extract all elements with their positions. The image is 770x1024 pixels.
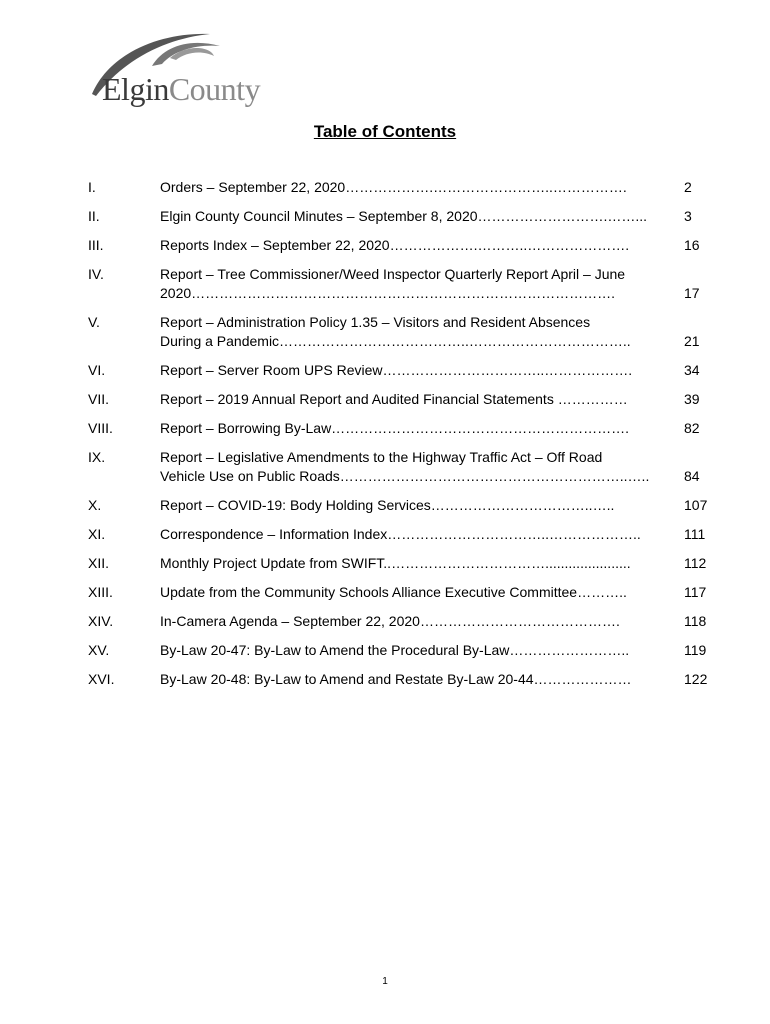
toc-entry [88, 496, 718, 515]
toc-entry [88, 178, 718, 197]
toc-entry-page: 16 [684, 237, 700, 253]
toc-entry [88, 612, 718, 631]
toc-entry-title: Reports Index – September 22, 2020……………….………..…………………. [160, 237, 630, 253]
toc-entry [88, 525, 718, 544]
toc-entry-title: Report – COVID-19: Body Holding Services……………………………..….. [160, 497, 615, 513]
toc-entry-number: XV. [88, 642, 110, 658]
logo-wordmark [102, 71, 260, 107]
toc-entry [88, 236, 718, 255]
toc-entry-title: Report – Borrowing By-Law………………………………………………………. [160, 420, 630, 436]
toc-entry-title: Report – Server Room UPS Review……………………………..………………. [160, 362, 633, 378]
toc-entry [88, 207, 718, 226]
toc-entry-number: XIV. [88, 613, 114, 629]
toc-entry-number: X. [88, 497, 102, 513]
toc-entry [88, 390, 718, 409]
toc-entry-page: 122 [684, 671, 708, 687]
toc-entry-number: VIII. [88, 420, 113, 436]
toc-entry [88, 313, 718, 351]
toc-entry-number: IV. [88, 266, 104, 282]
toc-entry-page: 3 [684, 208, 692, 224]
toc-entry [88, 641, 718, 660]
toc-entry [88, 265, 718, 303]
toc-entry [88, 554, 718, 573]
toc-entry-number: I. [88, 179, 96, 195]
toc-entry-number: III. [88, 237, 104, 253]
toc-entry-title: By-Law 20-47: By-Law to Amend the Procedural By-Law…………………….. [160, 642, 630, 658]
toc-entry-page: 111 [684, 526, 706, 542]
toc-entry [88, 448, 718, 486]
toc-entry [88, 583, 718, 602]
toc-entry-title: Update from the Community Schools Alliance Executive Committee……….. [160, 584, 627, 600]
toc-entry-number: II. [88, 208, 100, 224]
toc-entry-number: VI. [88, 362, 106, 378]
toc-entry-page: 2 [684, 179, 692, 195]
toc-entry-page: 34 [684, 362, 700, 378]
toc-entry-title: Monthly Project Update from SWIFT..……………………………...................... [160, 555, 631, 571]
page-title: Table of Contents [313, 122, 457, 141]
toc-entry-page: 84 [684, 468, 700, 484]
toc-entry-page: 39 [684, 391, 700, 407]
table-of-contents [88, 178, 718, 699]
toc-entry [88, 670, 718, 689]
toc-entry-number: VII. [88, 391, 110, 407]
toc-entry-title: Report – Administration Policy 1.35 – Visitors and Resident Absences During a Pandemic…………………………………..…………………………….. [160, 314, 631, 349]
toc-entry-number: XII. [88, 555, 110, 571]
toc-entry-page: 82 [684, 420, 700, 436]
logo-word-elgin: Elgin [102, 71, 169, 107]
toc-entry-page: 117 [684, 584, 707, 600]
toc-entry [88, 361, 718, 380]
page-number: 1 [382, 976, 388, 987]
toc-entry-page: 107 [684, 497, 708, 513]
elgin-county-logo [82, 24, 261, 109]
toc-entry [88, 419, 718, 438]
toc-entry-title: Orders – September 22, 2020……………….……………………..……………. [160, 179, 627, 195]
toc-entry-title: Correspondence – Information Index……………………………..……………….. [160, 526, 641, 542]
toc-entry-number: XIII. [88, 584, 113, 600]
toc-entry-page: 118 [684, 613, 707, 629]
toc-entry-title: Report – Tree Commissioner/Weed Inspector Quarterly Report April – June 2020………………………………………………………………………………. [160, 266, 626, 301]
toc-entry-number: XVI. [88, 671, 115, 687]
toc-entry-number: V. [88, 314, 100, 330]
toc-entry-page: 119 [684, 642, 707, 658]
toc-entry-number: XI. [88, 526, 106, 542]
toc-entry-title: Report – Legislative Amendments to the Highway Traffic Act – Off Road Vehicle Use on Public Roads……………………………………………………..….. [160, 449, 650, 484]
toc-entry-page: 17 [684, 285, 700, 301]
toc-entry-title: Elgin County Council Minutes – September 8, 2020……………………….……... [160, 208, 648, 224]
logo-word-county: County [168, 71, 261, 107]
toc-entry-title: Report – 2019 Annual Report and Audited Financial Statements …………… [160, 391, 628, 407]
toc-entry-page: 21 [684, 333, 700, 349]
toc-entry-page: 112 [684, 555, 707, 571]
toc-entry-title: By-Law 20-48: By-Law to Amend and Restate By-Law 20-44………………… [160, 671, 632, 687]
toc-entry-number: IX. [88, 449, 106, 465]
toc-entry-title: In-Camera Agenda – September 22, 2020……………………………………. [160, 613, 620, 629]
